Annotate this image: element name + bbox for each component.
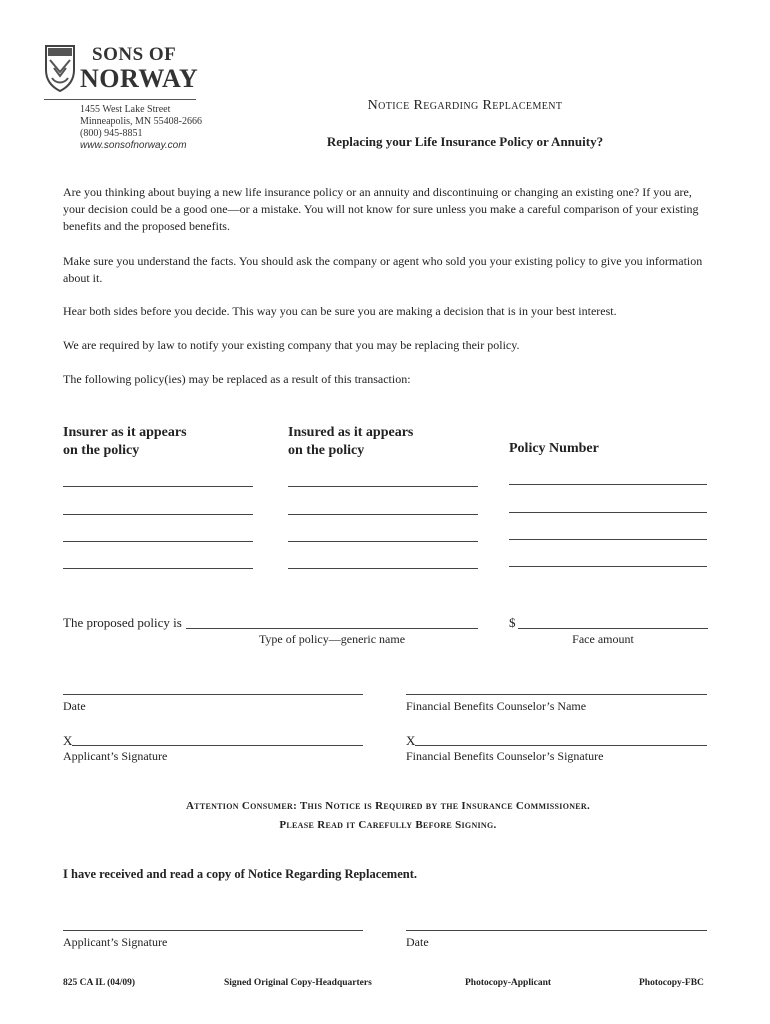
attention-notice-line2: Please Read it Carefully Before Signing. — [279, 819, 497, 831]
attention-notice-line1: Attention Consumer: This Notice is Required by the Insurance Commissioner. — [185, 800, 591, 812]
counselor-name-caption: Financial Benefits Counselor’s Name — [406, 699, 587, 713]
insured-field-1[interactable] — [288, 486, 478, 487]
paragraph-intro: Are you thinking about buying a new life insurance policy or an annuity and discontinuing or changing an existing one? If you are, your decision could be a good one—or a mistake. You will not know for sure unless you make a careful comparison of your existing benefits and the proposed benefits. — [63, 185, 699, 233]
paragraph-facts: Make sure you understand the facts. You should ask the company or agent who sold you your existing policy to give you information about it. — [63, 254, 703, 285]
face-amount-field[interactable] — [518, 628, 708, 629]
paragraph-both-sides: Hear both sides before you decide. This way you can be sure you are making a decision that is in your best interest. — [63, 304, 617, 318]
logo-text-line1: SONS OF — [92, 44, 177, 65]
final-applicant-signature-caption: Applicant’s Signature — [63, 935, 168, 949]
proposed-policy-label: The proposed policy is — [63, 615, 182, 630]
proposed-policy-type-field[interactable] — [186, 628, 478, 629]
website-link[interactable]: www.sonsofnorway.com — [80, 140, 187, 151]
signature-x-counselor: X — [406, 733, 416, 748]
paragraph-law: We are required by law to notify your existing company that you may be replacing their policy. — [63, 338, 520, 352]
acknowledgement-statement: I have received and read a copy of Notice Regarding Replacement. — [63, 867, 417, 881]
column-header-insured-line1: Insured as it appears — [288, 425, 414, 440]
applicant-signature-field[interactable] — [72, 745, 363, 746]
logo-text-line2: NORWAY — [80, 64, 199, 93]
column-header-insurer — [63, 424, 187, 460]
counselor-signature-caption: Financial Benefits Counselor’s Signature — [406, 749, 604, 763]
footer-copy-applicant: Photocopy-Applicant — [465, 978, 552, 988]
sons-of-norway-shield-logo — [44, 44, 76, 92]
signature-x-applicant: X — [63, 733, 73, 748]
final-date-caption: Date — [406, 935, 429, 949]
insured-field-3[interactable] — [288, 541, 478, 542]
address-block — [80, 104, 202, 152]
insured-field-4[interactable] — [288, 568, 478, 569]
insurer-field-4[interactable] — [63, 568, 253, 569]
policy-number-field-3[interactable] — [509, 539, 707, 540]
footer-copy-headquarters: Signed Original Copy-Headquarters — [224, 978, 372, 988]
insurer-field-2[interactable] — [63, 514, 253, 515]
policy-number-field-2[interactable] — [509, 512, 707, 513]
column-header-policy-number: Policy Number — [509, 441, 599, 456]
header-rule — [44, 99, 196, 100]
date-field[interactable] — [63, 694, 363, 695]
dollar-sign: $ — [509, 615, 516, 630]
footer-copy-fbc: Photocopy-FBC — [639, 978, 704, 988]
insurer-field-1[interactable] — [63, 486, 253, 487]
counselor-signature-field[interactable] — [415, 745, 707, 746]
column-header-insured — [288, 424, 413, 460]
paragraph-policies: The following policy(ies) may be replaced as a result of this transaction: — [63, 372, 411, 386]
insurer-field-3[interactable] — [63, 541, 253, 542]
counselor-name-field[interactable] — [406, 694, 707, 695]
column-header-insurer-line2: on the policy — [63, 443, 140, 458]
form-number: 825 CA IL (04/09) — [63, 978, 136, 988]
address-city: Minneapolis, MN 55408-2666 — [80, 116, 202, 127]
date-caption: Date — [63, 699, 86, 713]
applicant-signature-caption: Applicant’s Signature — [63, 749, 168, 763]
insured-field-2[interactable] — [288, 514, 478, 515]
policy-number-field-1[interactable] — [509, 484, 707, 485]
final-applicant-signature-field[interactable] — [63, 930, 363, 931]
final-date-field[interactable] — [406, 930, 707, 931]
page-subtitle: Replacing your Life Insurance Policy or Annuity? — [326, 134, 604, 149]
address-phone: (800) 945-8851 — [80, 128, 143, 139]
column-header-insurer-line1: Insurer as it appears — [63, 425, 187, 440]
policy-number-field-4[interactable] — [509, 566, 707, 567]
policy-type-caption: Type of policy—generic name — [258, 632, 406, 646]
address-street: 1455 West Lake Street — [80, 104, 171, 115]
column-header-insured-line2: on the policy — [288, 443, 365, 458]
face-amount-caption: Face amount — [572, 632, 634, 646]
page-title: Notice Regarding Replacement — [367, 98, 563, 113]
